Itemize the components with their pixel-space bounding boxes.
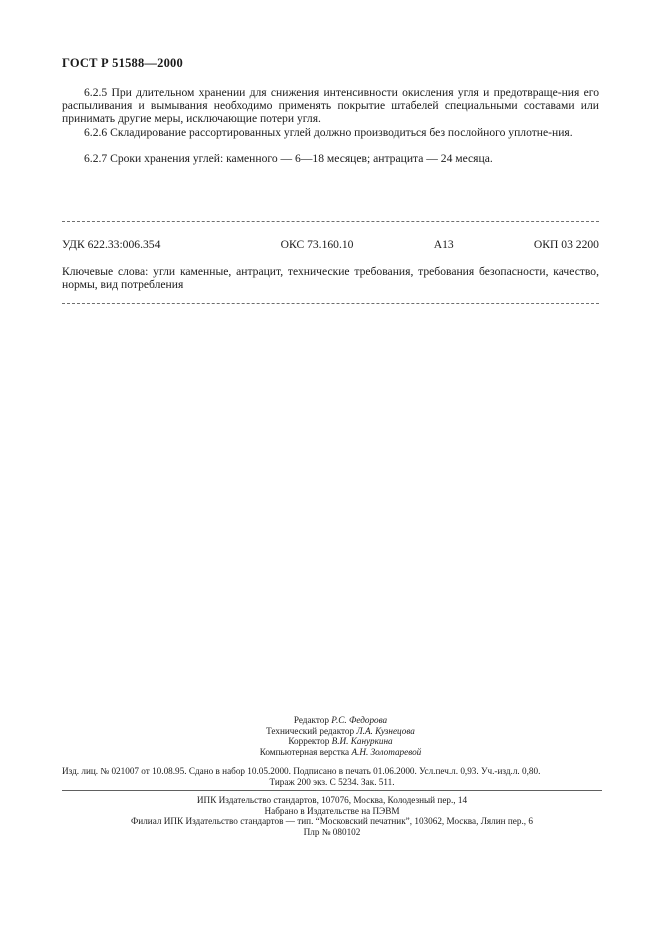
printer-line-3: Филиал ИПК Издательство стандартов — тип. “Московский печатник”, 103062, Москва, Лялин пер., 6: [131, 816, 533, 827]
udk-code: УДК 622.33:006.354: [62, 238, 161, 251]
printer-info: [62, 795, 602, 837]
staff-proofreader: Корректор В.И. Кануркина: [288, 736, 393, 746]
staff-credits: [0, 715, 661, 757]
publication-line-2: Тираж 200 экз. С 5234. Зак. 511.: [269, 776, 395, 787]
staff-tech-editor: Технический редактор Л.А. Кузнецова: [266, 725, 415, 736]
document-header: ГОСТ Р 51588—2000: [62, 56, 183, 70]
divider-bottom: [62, 303, 599, 304]
okp-code: ОКП 03 2200: [533, 238, 599, 251]
paragraph-6-2-7: 6.2.7 Сроки хранения углей: каменного — 6—18 месяцев; антрацита — 24 месяца.: [84, 152, 493, 165]
staff-editor: Редактор Р.С. Федорова: [293, 715, 388, 725]
divider-imprint: [62, 790, 602, 791]
paragraph-6-2-6: 6.2.6 Складирование рассортированных углей должно производиться без послойного уплотне-ния.: [84, 126, 573, 139]
printer-line-4: Плр № 080102: [303, 826, 361, 837]
oks-code: ОКС 73.160.10: [280, 238, 354, 251]
paragraph-6-2-5: 6.2.5 При длительном хранении для снижения интенсивности окисления угля и предотвраще-ния его распыливания и вымывания необходимо применять покрытие штабелей специальными составами или принимать другие меры, исключающие потери угля.: [62, 86, 599, 125]
publication-info: [62, 766, 602, 787]
keywords: Ключевые слова: угли каменные, антрацит, технические требования, требования безопасности, качество, нормы, вид потребления: [62, 265, 599, 291]
group-code: А13: [433, 238, 454, 251]
publication-line-1: Изд. лиц. № 021007 от 10.08.95. Сдано в набор 10.05.2000. Подписано в печать 01.06.2000. Усл.печ.л. 0,93. Уч.-изд.л. 0,80.: [62, 766, 541, 776]
staff-layout: Компьютерная верстка А.Н. Золотаревой: [259, 746, 422, 757]
divider-top: [62, 221, 599, 222]
printer-line-1: ИПК Издательство стандартов, 107076, Москва, Колодезный пер., 14: [196, 795, 468, 805]
printer-line-2: Набрано в Издательстве на ПЭВМ: [264, 805, 400, 816]
classification-row: [62, 238, 599, 251]
